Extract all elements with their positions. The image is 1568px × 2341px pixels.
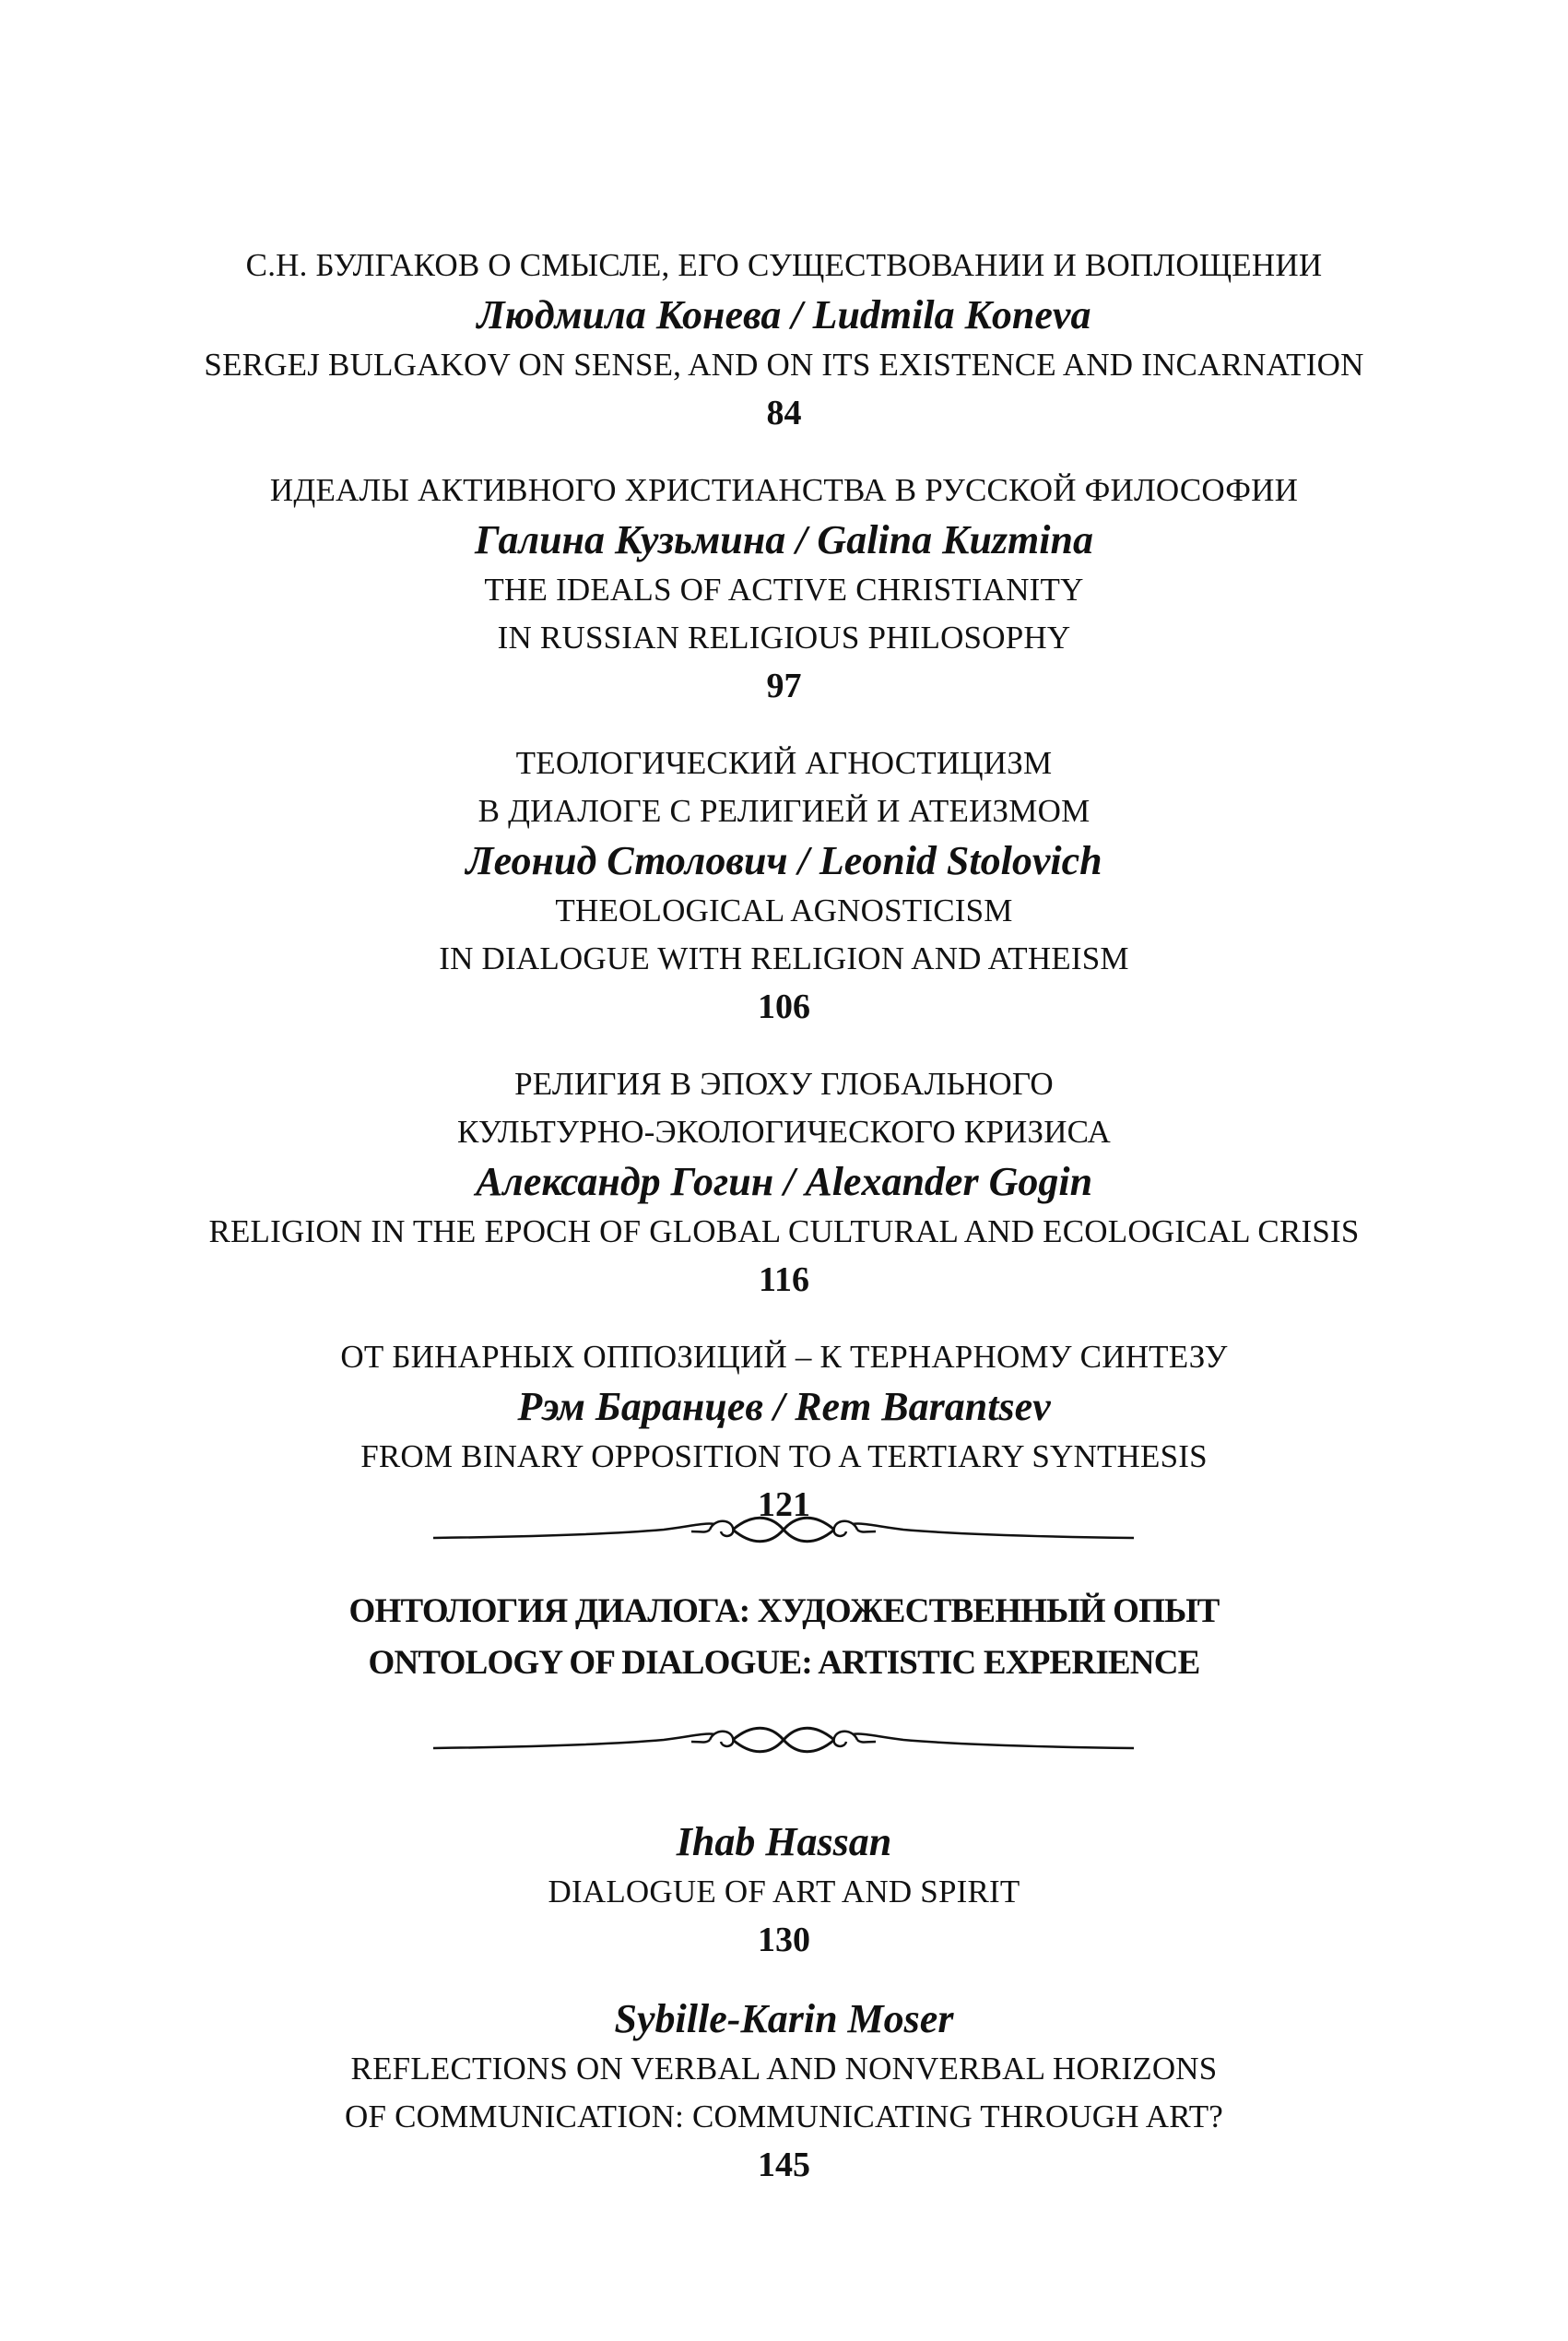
entry-title-en: FROM BINARY OPPOSITION TO A TERTIARY SYNTHESIS bbox=[360, 1438, 1208, 1474]
entry-title-ru: ОТ БИНАРНЫХ ОППОЗИЦИЙ – К ТЕРНАРНОМУ СИНТЕЗУ bbox=[340, 1339, 1228, 1375]
entry-author: Ihab Hassan bbox=[676, 1819, 892, 1864]
entry-title-ru: ТЕОЛОГИЧЕСКИЙ АГНОСТИЦИЗМ bbox=[515, 745, 1053, 781]
entry-page-number: 84 bbox=[766, 394, 802, 432]
section-title-en: ONTOLOGY OF DIALOGUE: ARTISTIC EXPERIENCE bbox=[368, 1644, 1200, 1682]
entry-author: Леонид Столович / Leonid Stolovich bbox=[466, 838, 1102, 883]
ornament-divider bbox=[433, 1720, 1134, 1766]
entry-author: Галина Кузьмина / Galina Kuzmina bbox=[475, 517, 1093, 562]
entry-title-ru: ИДЕАЛЫ АКТИВНОГО ХРИСТИАНСТВА В РУССКОЙ ФИЛОСОФИИ bbox=[269, 472, 1299, 508]
entry-title-ru: КУЛЬТУРНО-ЭКОЛОГИЧЕСКОГО КРИЗИСА bbox=[457, 1114, 1111, 1150]
entry-page-number: 145 bbox=[758, 2146, 810, 2184]
toc-entries-section bbox=[0, 1816, 1568, 2218]
entry-author: Sybille-Karin Moser bbox=[614, 1996, 954, 2041]
entry-title-en: IN RUSSIAN RELIGIOUS PHILOSOPHY bbox=[497, 620, 1071, 656]
toc-entry bbox=[0, 1816, 1568, 1964]
section-heading bbox=[0, 1586, 1568, 1689]
entry-author: Рэм Баранцев / Rem Barantsev bbox=[517, 1384, 1051, 1429]
toc-entry bbox=[0, 739, 1568, 1031]
entry-title-en: OF COMMUNICATION: COMMUNICATING THROUGH ART? bbox=[344, 2099, 1224, 2134]
entry-title-en: DIALOGUE OF ART AND SPIRIT bbox=[548, 1874, 1020, 1909]
ornament-divider bbox=[433, 1509, 1134, 1555]
toc-entry bbox=[0, 1333, 1568, 1529]
entry-title-en: SERGEJ BULGAKOV ON SENSE, AND ON ITS EXISTENCE AND INCARNATION bbox=[204, 347, 1364, 383]
entry-title-en: REFLECTIONS ON VERBAL AND NONVERBAL HORIZONS bbox=[350, 2051, 1218, 2087]
entry-page-number: 130 bbox=[758, 1921, 810, 1959]
toc-entry bbox=[0, 467, 1568, 710]
entry-author: Людмила Конева / Ludmila Koneva bbox=[477, 292, 1091, 337]
toc-entry bbox=[0, 1993, 1568, 2189]
toc-entry bbox=[0, 1060, 1568, 1304]
toc-entry bbox=[0, 242, 1568, 437]
entry-author: Александр Гогин / Alexander Gogin bbox=[475, 1159, 1093, 1204]
entry-title-ru: С.Н. БУЛГАКОВ О СМЫСЛЕ, ЕГО СУЩЕСТВОВАНИИ И ВОПЛОЩЕНИИ bbox=[245, 247, 1323, 283]
entry-title-ru: РЕЛИГИЯ В ЭПОХУ ГЛОБАЛЬНОГО bbox=[514, 1066, 1054, 1102]
entry-title-en: THEOLOGICAL AGNOSTICISM bbox=[555, 893, 1013, 928]
entry-page-number: 121 bbox=[758, 1485, 810, 1524]
entry-title-ru: В ДИАЛОГЕ С РЕЛИГИЕЙ И АТЕИЗМОМ bbox=[477, 793, 1091, 829]
section-title-ru: ОНТОЛОГИЯ ДИАЛОГА: ХУДОЖЕСТВЕННЫЙ ОПЫТ bbox=[348, 1592, 1220, 1630]
entry-page-number: 97 bbox=[766, 667, 802, 705]
entry-page-number: 116 bbox=[759, 1260, 809, 1299]
entry-title-en: THE IDEALS OF ACTIVE CHRISTIANITY bbox=[484, 572, 1084, 608]
entry-title-en: IN DIALOGUE WITH RELIGION AND ATHEISM bbox=[439, 940, 1129, 976]
entry-title-en: RELIGION IN THE EPOCH OF GLOBAL CULTURAL AND ECOLOGICAL CRISIS bbox=[208, 1213, 1360, 1249]
toc-entries bbox=[0, 242, 1568, 1558]
entry-page-number: 106 bbox=[758, 987, 810, 1026]
